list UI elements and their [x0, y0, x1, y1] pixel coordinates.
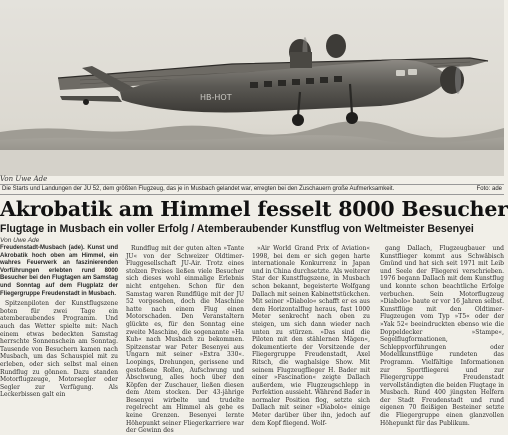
- column-1: [0, 245, 118, 401]
- headline: Akrobatik am Himmel fesselt 8000 Besucher: [0, 197, 508, 221]
- photo-caption-bar: [0, 184, 504, 195]
- article-photo-ju52: [0, 0, 504, 176]
- article-body: [0, 245, 504, 435]
- column-4: [380, 245, 504, 427]
- photo-caption: Die Starts und Landungen der JU 52, dem größten Flugzeug, das je in Musbach gelandet war, erregten bei den Zuschauern große Aufmerksamkeit.: [2, 186, 395, 192]
- photo-credit: Foto: ade: [476, 186, 502, 192]
- column-2-text: Rundflug mit der guten alten »Tante JU« von der Schweizer Oldtimer-Fluggesellschaft JU-Air. Trotz eines stolzen Preises ließen viele Besucher sich dieses wohl einmalige Erlebnis nicht entgehen. Schon für den Samstag waren Rundflüge mit der JU 52 vorgesehen, doch die Maschine hatte nach einem Flug einen Motorschaden. Den Veranstaltern glückte es, für den Sonntag eine zweite Maschine, die sogenannte »Ha Kuh« nach Musbach zu bekommen. Spitzenstar war Peter Besenyei aus Ungarn mit seiner »Extra 330«. Loopings, Drehungen, gerissene und gestoßene Rollen, Aufschwung und Abschwung, alles hoch über den Köpfen der Zuschauer, ließen diesen dem Atem stocken. Der 43-jährige Besenyei wirbelte und trudelte regelrecht am Himmel als gehe es keine Grenzen. Besenyei lernte Höhepunkt seiner Fliegerkarriere war der Gewinn des: [126, 245, 244, 435]
- byline: Von Uwe Ade: [0, 237, 40, 244]
- lead-paragraph: Freudenstadt-Musbach (ade). Kunst und Akrobatik hoch oben am Himmel, ein wahres Feuerwerk an faszinierenden Vorführungen erlebten rund 8000 Besucher bei den Flugtagen am Samstag und Sonntag auf dem Flugplatz der Fliegergruppe Freudenstadt in Musbach.: [0, 245, 118, 297]
- column-1-text: Spitzenpiloten der Kunstflugszene boten für zwei Tage ein atemberaubendes Programm. Und auch das Wetter spielte mit: Nach einem etwas bedeckten Samstag herrschte Sonnenschein am Sonntag. Tausende von Besuchern kamen nach Musbach, um das Schauspiel mit zu erleben, oder sich selbst mal einen Rundflug zu gönnen. Dazu standen Motorflugzeuge, Motorsegler oder Segler zur Verfügung. Als Leckerbissen galt ein: [0, 300, 118, 399]
- ju52-airplane-photo: [0, 0, 504, 176]
- svg-text:HB-HOT: HB-HOT: [200, 93, 232, 102]
- column-3-text: »Air World Grand Prix of Aviation« 1998, bei dem er sich gegen harte internationale Konkurrenz in Japan und in China durchsetzte. Als weiterer Star der Kunstflugszene, in Musbach schon bekannt, begeisterte Wolfgang Dallach mit seinen Kabinettstückchen. Mit seiner »Diabolo« schafft er es aus dem Horizontalflug heraus, fast 1000 Meter senkrecht nach oben zu steigen, um sich dann wieder nach unten zu stürzen. »Das sind die Piloten mit den stählernen Mägen«, dokumentierte der Vorsitzende der Fliegergruppe Freudenstadt, Axel Ritsch, die waghalsige Show. Mit seinem Flugzeugflieger H. Bader mit einer »Fascination« zeigte Dallach außerdem, wie Flugzeugschlepp in Perfektion aussieht. Während Bader in normaler Position flog, setzte sich Dallach mit seiner »Diabolo« einige Meter darüber über ihn, jedoch auf dem Kopf fliegend. Wolf-: [252, 245, 370, 427]
- column-2: [126, 245, 244, 435]
- subheadline: Flugtage in Musbach ein voller Erfolg / Atemberaubender Kunstflug von Weltmeister Besenyei: [0, 223, 474, 235]
- column-4-text: gang Dallach, Flugzeugbauer und Kunstflieger kommt aus Schwäbisch Gmünd und hat sich seit 1971 mit Leib und Seele der Fliegerei verschrieben. 1976 begann Dallach mit dem Kunstflug und konnte schon beachtliche Erfolge verbuchen. Sein Motorflugzeug »Diabolo« baute er vor 16 Jahren selbst. Kunstflüge mit den Oldtimer-Flugzeugen vom Typ »T5« oder der »Yak 52« beeindruckten ebenso wie die Doppeldecker »Stampe«, Segelflugformationen, Schleppvorführungen oder Modellkunstflüge rundeten das Programm. Vielfältige Informationen zur Sportfliegerei und zur Fliegergruppe Freudenstadt vervollständigten die beiden Flugtage in Musbach. Rund 400 jüngsten Helfern der Stadt Freudenstadt und rund eigenen 70 fleißigen Besteiner setzte die Fliegergruppe einen glanzvollen Höhepunkt für das Publikum.: [380, 245, 504, 427]
- column-3: [252, 245, 370, 427]
- author-credit: Von Uwe Ade: [0, 175, 48, 183]
